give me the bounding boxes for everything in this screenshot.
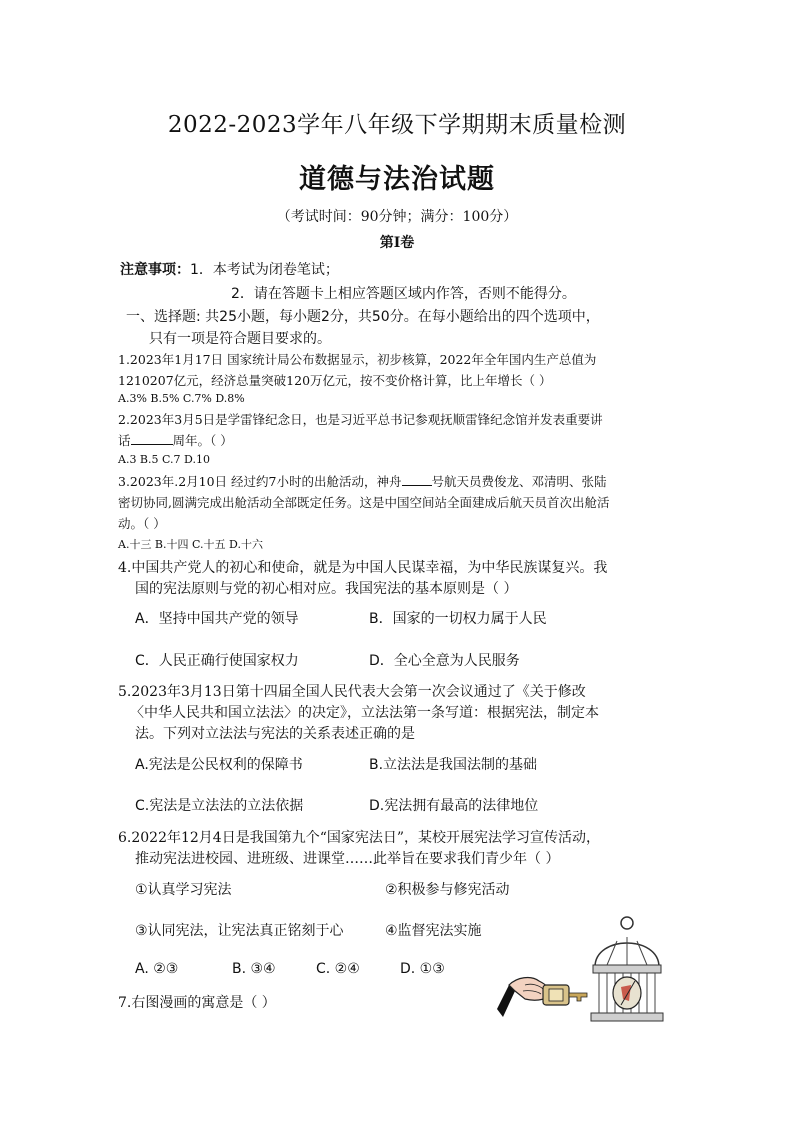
q5-option-d: D.宪法拥有最高的法律地位 (369, 798, 539, 814)
q5-option-c: C.宪法是立法法的立法依据 (135, 798, 304, 814)
q2-blank (131, 432, 173, 445)
q4-option-b: B．国家的一切权力属于人民 (369, 611, 547, 627)
exam-main-title: 2022-2023学年八年级下学期期末质量检测 (167, 112, 627, 138)
q1-stem-line-2: 1210207亿元，经济总量突破120万亿元，按不变价格计算，比上年增长（ ） (118, 373, 552, 388)
q2-stem-line-2 (118, 431, 233, 449)
q6-item-1: ①认真学习宪法 (135, 882, 232, 898)
exam-info: （考试时间：90分钟；满分：100分） (276, 209, 518, 225)
q3-text-post: 号航天员费俊龙、邓清明、张陆 (431, 474, 607, 489)
q3-stem-line-3: 动。（ ） (118, 516, 166, 531)
q2-options: A.3 B.5 C.7 D.10 (118, 453, 210, 466)
subject-title: 道德与法治试题 (299, 164, 495, 195)
q1-options: A.3% B.5% C.7% D.8% (118, 392, 245, 405)
q6-stem-line-1: 6.2022年12月4日是我国第九个“国家宪法日”，某校开展宪法学习宣传活动， (118, 830, 601, 846)
q2-text-post: 周年。（ ） (172, 433, 233, 448)
notes-item-2: 2．请在答题卡上相应答题区域内作答，否则不能得分。 (231, 286, 576, 302)
q5-stem-line-1: 5.2023年3月13日第十四届全国人民代表大会第一次会议通过了《关于修改 (118, 684, 586, 700)
q6-option-a: A. ②③ (135, 961, 179, 977)
q4-stem-line-2: 国的宪法原则与党的初心相对应。我国宪法的基本原则是（ ） (135, 581, 518, 597)
q6-item-2: ②积极参与修宪活动 (385, 882, 510, 898)
q4-option-d: D．全心全意为人民服务 (369, 653, 520, 669)
notes-item-1: 1．本考试为闭卷笔试； (190, 262, 339, 278)
q5-option-b: B.立法法是我国法制的基础 (369, 757, 538, 773)
q4-option-c: C．人民正确行使国家权力 (135, 653, 299, 669)
q3-options: A.十三 B.十四 C.十五 D.十六 (118, 538, 263, 551)
q3-text-pre: 3.2023年.2月10日 经过约7小时的出舱活动，神舟 (118, 474, 402, 489)
q6-option-c: C. ②④ (316, 961, 360, 977)
section-1-instructions: 一、选择题: 共25小题，每小题2分，共50分。在每小题给出的四个选项中， (126, 309, 600, 325)
q6-option-b: B. ③④ (232, 961, 276, 977)
q3-blank (402, 473, 432, 486)
birdcage-cartoon (495, 905, 665, 1025)
volume-label: 第Ⅰ卷 (379, 235, 415, 251)
section-1-instructions-2: 只有一项是符合题目要求的。 (149, 331, 331, 347)
q4-option-a: A．坚持中国共产党的领导 (135, 611, 299, 627)
q6-item-3: ③认同宪法，让宪法真正铭刻于心 (135, 923, 344, 939)
q6-item-4: ④监督宪法实施 (385, 923, 482, 939)
q3-stem-line-1 (118, 472, 607, 490)
q2-text-pre: 话 (118, 433, 131, 448)
q6-stem-line-2: 推动宪法进校园、进班级、进课堂……此举旨在要求我们青少年（ ） (135, 851, 560, 867)
q5-stem-line-2: 〈中华人民共和国立法法〉的决定》，立法法第一条写道：根据宪法，制定本 (130, 705, 599, 721)
q4-stem-line-1: 4.中国共产党人的初心和使命，就是为中国人民谋幸福，为中华民族谋复兴。我 (118, 560, 608, 576)
q6-option-d: D. ①③ (400, 961, 445, 977)
q7-stem-line-1: 7.右图漫画的寓意是（ ） (118, 995, 276, 1011)
q1-stem-line-1: 1.2023年1月17日 国家统计局公布数据显示，初步核算，2022年全年国内生产总值为 (118, 352, 597, 367)
notes-label: 注意事项： (120, 262, 190, 278)
q2-stem-line-1: 2.2023年3月5日是学雷锋纪念日，也是习近平总书记参观抚顺雷锋纪念馆并发表重要讲 (118, 412, 603, 427)
q5-option-a: A.宪法是公民权利的保障书 (135, 757, 303, 773)
notes-line-1 (120, 259, 339, 279)
q3-stem-line-2: 密切协同,圆满完成出舱活动全部既定任务。这是中国空间站全面建成后航天员首次出舱活 (118, 495, 610, 510)
q5-stem-line-3: 法。下列对立法法与宪法的关系表述正确的是 (135, 726, 415, 742)
